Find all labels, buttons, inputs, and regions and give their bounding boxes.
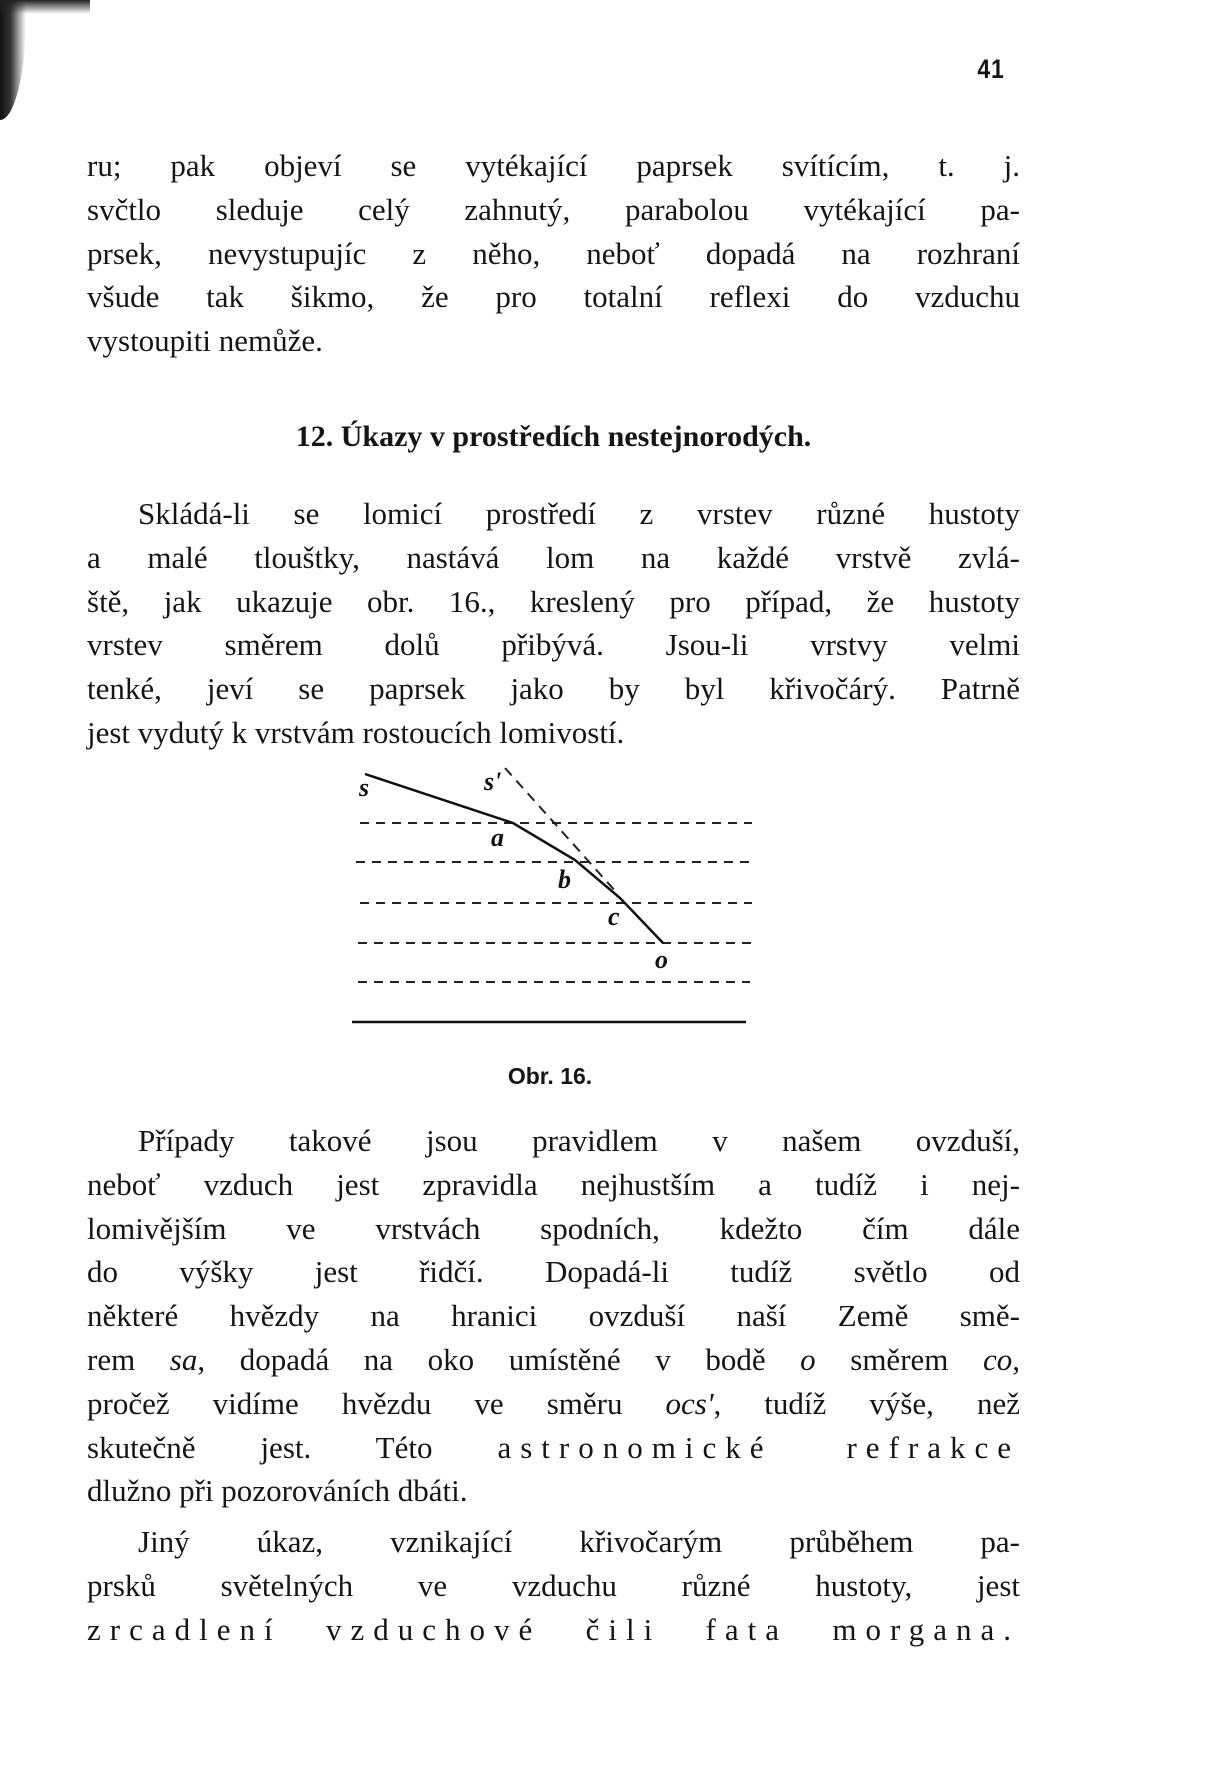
text-segment: směrem [815, 1342, 983, 1377]
italic-symbol: co [982, 1342, 1013, 1377]
label-s-prime: s' [484, 767, 502, 796]
figure-caption: Obr. 16. [507, 1063, 593, 1089]
text-line: vrstev směrem dolů přibývá. Jsou-li vrstvy velmi [87, 627, 1020, 663]
text-line: neboť vzduch jest zpravidla nejhustším a tudíž i nej- [87, 1166, 1020, 1202]
label-a: a [491, 823, 504, 852]
italic-symbol: ocs' [665, 1385, 714, 1421]
text-segment: , [1012, 1342, 1020, 1377]
text-line: Skládá-li se lomicí prostředí z vrstev různé hustoty [138, 496, 1020, 531]
text-segment: pročež vidíme hvězdu ve směru [87, 1385, 666, 1421]
spaced-emphasis: astronomické refrakce [497, 1429, 1020, 1465]
label-o: o [655, 945, 668, 974]
page-number: 41 [977, 54, 1005, 84]
text-segment: , tudíž výše, než [713, 1385, 1020, 1421]
text-segment: rem [87, 1342, 170, 1377]
text-segment: skutečně jest. Této [87, 1429, 498, 1465]
spaced-emphasis: zrcadlení vzduchové čili fata morgana. [87, 1611, 1020, 1647]
text-line: ru; pak objeví se vytékající paprsek svítícím, t. j. [87, 148, 1020, 183]
text-line: všude tak šikmo, že pro totalní reflexi do vzduchu [87, 279, 1020, 315]
text-line: prsků světelných ve vzduchu různé hustoty, jest [87, 1567, 1020, 1603]
label-c: c [608, 902, 620, 931]
text-line: svčtlo sleduje celý zahnutý, parabolou vytékající pa- [87, 191, 1020, 227]
text-line: vystoupiti nemůže. [87, 323, 323, 359]
text-line: lomivějším ve vrstvách spodních, kdežto čím dále [87, 1210, 1020, 1246]
text-line: tenké, jeví se paprsek jako by byl křivočárý. Patrně [87, 671, 1020, 707]
text-line: prsek, nevystupujíc z něho, neboť dopadá na rozhraní [87, 235, 1020, 271]
text-line: některé hvězdy na hranici ovzduší naší Země smě- [87, 1298, 1020, 1334]
text-line: dlužno při pozorováních dbáti. [87, 1473, 468, 1509]
text-line: ště, jak ukazuje obr. 16., kreslený pro případ, že hustoty [87, 583, 1020, 619]
text-line: jest vydutý k vrstvám rostoucích lomivostí. [87, 715, 625, 750]
text-line: Jiný úkaz, vznikající křivočarým průběhem pa- [138, 1524, 1020, 1559]
label-b: b [558, 865, 571, 894]
italic-symbol: sa [169, 1342, 198, 1377]
text-line: do výšky jest řidčí. Dopadá-li tudíž světlo od [87, 1254, 1020, 1290]
section-heading: 12. Úkazy v prostředích nestejnorodých. [295, 420, 812, 453]
italic-symbol: o [800, 1342, 816, 1377]
label-s: s [359, 773, 370, 802]
text-segment: , dopadá na oko umístěné v bodě [197, 1342, 801, 1377]
text-line: a malé tlouštky, nastává lom na každé vrstvě zvlá- [87, 539, 1020, 575]
text-line: Případy takové jsou pravidlem v našem ovzduší, [138, 1123, 1020, 1158]
